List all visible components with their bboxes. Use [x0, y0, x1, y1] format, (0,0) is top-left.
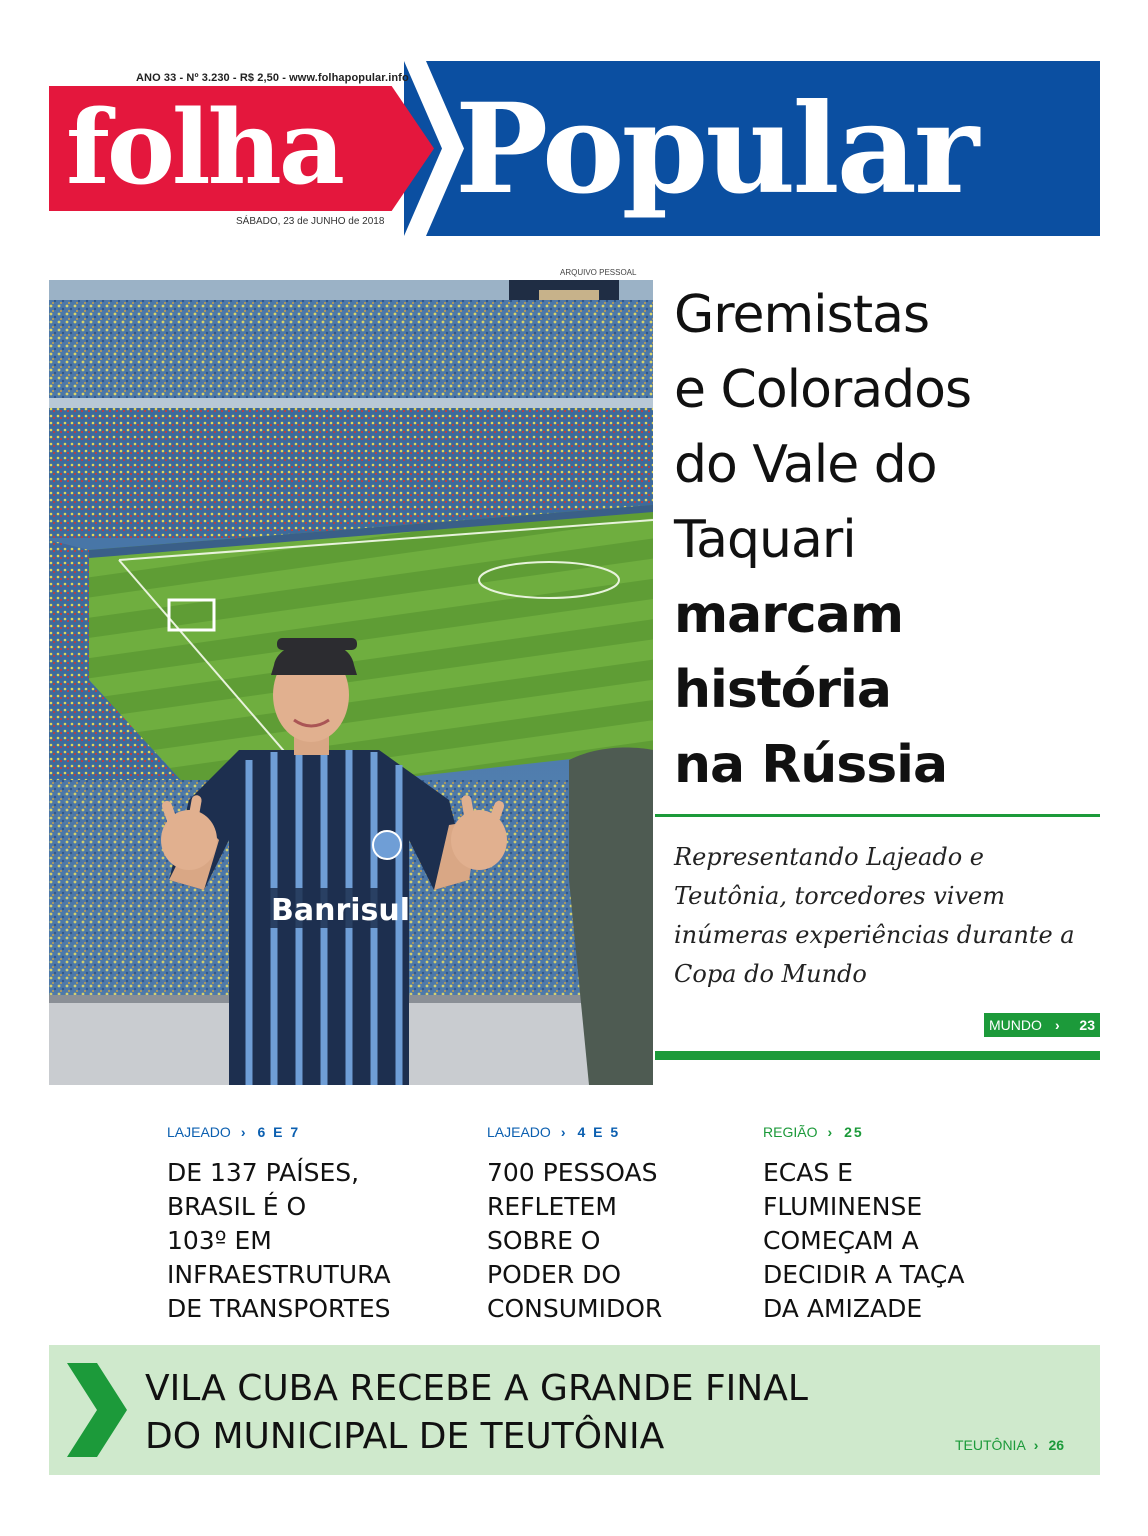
- story-line: PODER DO: [487, 1260, 622, 1289]
- headline-line: na Rússia: [674, 735, 948, 795]
- headline-line: Gremistas: [674, 285, 930, 345]
- story-line: REFLETEM: [487, 1192, 617, 1221]
- section-label: REGIÃO: [763, 1124, 818, 1140]
- chevron-right-icon: ›: [1055, 1017, 1060, 1033]
- story-line: INFRAESTRUTURA: [167, 1260, 391, 1289]
- story-line: SOBRE O: [487, 1226, 601, 1255]
- banner-title-line: DO MUNICIPAL DE TEUTÔNIA: [145, 1416, 665, 1457]
- story-line: DE 137 PAÍSES,: [167, 1158, 360, 1187]
- page-number: 26: [1048, 1437, 1065, 1453]
- section-label: LAJEADO: [167, 1124, 231, 1140]
- lead-section-tag[interactable]: [984, 1013, 1100, 1037]
- lead-headline: [674, 278, 1094, 803]
- edition-date: SÁBADO, 23 de JUNHO de 2018: [236, 216, 385, 227]
- story-line: DECIDIR A TAÇA: [763, 1260, 965, 1289]
- headline-line: história: [674, 660, 891, 720]
- headline-line: Taquari: [674, 510, 856, 570]
- banner-title: [145, 1365, 808, 1461]
- masthead-logo-folha: folha: [66, 88, 342, 208]
- page-number: 25: [844, 1124, 864, 1140]
- chevron-right-icon: ›: [1033, 1437, 1039, 1453]
- lead-photo: [49, 280, 653, 1085]
- shirt-sponsor: Banrisul: [271, 893, 411, 928]
- page-number: 4 E 5: [577, 1124, 621, 1140]
- story-teaser[interactable]: [167, 1122, 391, 1326]
- story-line: FLUMINENSE: [763, 1192, 923, 1221]
- story-line: 700 PESSOAS: [487, 1158, 658, 1187]
- story-line: ECAS E: [763, 1158, 853, 1187]
- story-kicker: [487, 1122, 662, 1142]
- banner-section-tag: [955, 1435, 1064, 1455]
- page-number: 6 E 7: [257, 1124, 301, 1140]
- story-line: BRASIL É O: [167, 1192, 307, 1221]
- masthead-logo-popular: Popular: [455, 77, 977, 222]
- headline-line: e Colorados: [674, 360, 972, 420]
- story-line: DA AMIZADE: [763, 1294, 923, 1323]
- story-line: CONSUMIDOR: [487, 1294, 663, 1323]
- headline-line: do Vale do: [674, 435, 937, 495]
- story-line: DE TRANSPORTES: [167, 1294, 391, 1323]
- story-kicker: [167, 1122, 391, 1142]
- story-teaser[interactable]: [487, 1122, 662, 1326]
- banner-chevron-icon: [67, 1363, 127, 1457]
- headline-divider: [655, 814, 1100, 817]
- story-headline: [167, 1156, 391, 1326]
- story-kicker: [763, 1122, 964, 1142]
- story-line: 103º EM: [167, 1226, 272, 1255]
- story-line: COMEÇAM A: [763, 1226, 919, 1255]
- banner-title-line: VILA CUBA RECEBE A GRANDE FINAL: [145, 1368, 808, 1409]
- photo-credit: ARQUIVO PESSOAL: [560, 268, 637, 277]
- bottom-banner[interactable]: [49, 1345, 1100, 1475]
- story-teaser[interactable]: [763, 1122, 964, 1326]
- chevron-right-icon: ›: [240, 1124, 246, 1140]
- lead-bottom-rule: [655, 1051, 1100, 1060]
- section-label: TEUTÔNIA: [955, 1437, 1026, 1453]
- story-headline: [487, 1156, 662, 1326]
- stadium-photo-illustration: [49, 280, 653, 1085]
- chevron-right-icon: ›: [560, 1124, 566, 1140]
- section-label: LAJEADO: [487, 1124, 551, 1140]
- edition-info: ANO 33 - Nº 3.230 - R$ 2,50 - www.folhapopular.info: [136, 72, 409, 84]
- chevron-right-icon: ›: [827, 1124, 833, 1140]
- section-label: MUNDO: [989, 1017, 1042, 1033]
- headline-line: marcam: [674, 585, 904, 645]
- story-headline: [763, 1156, 964, 1326]
- lead-subhead: Representando Lajeado e Teutônia, torcedores vivem inúmeras experiências durante a Copa do Mundo: [674, 843, 1075, 988]
- page-number: 23: [1079, 1017, 1095, 1033]
